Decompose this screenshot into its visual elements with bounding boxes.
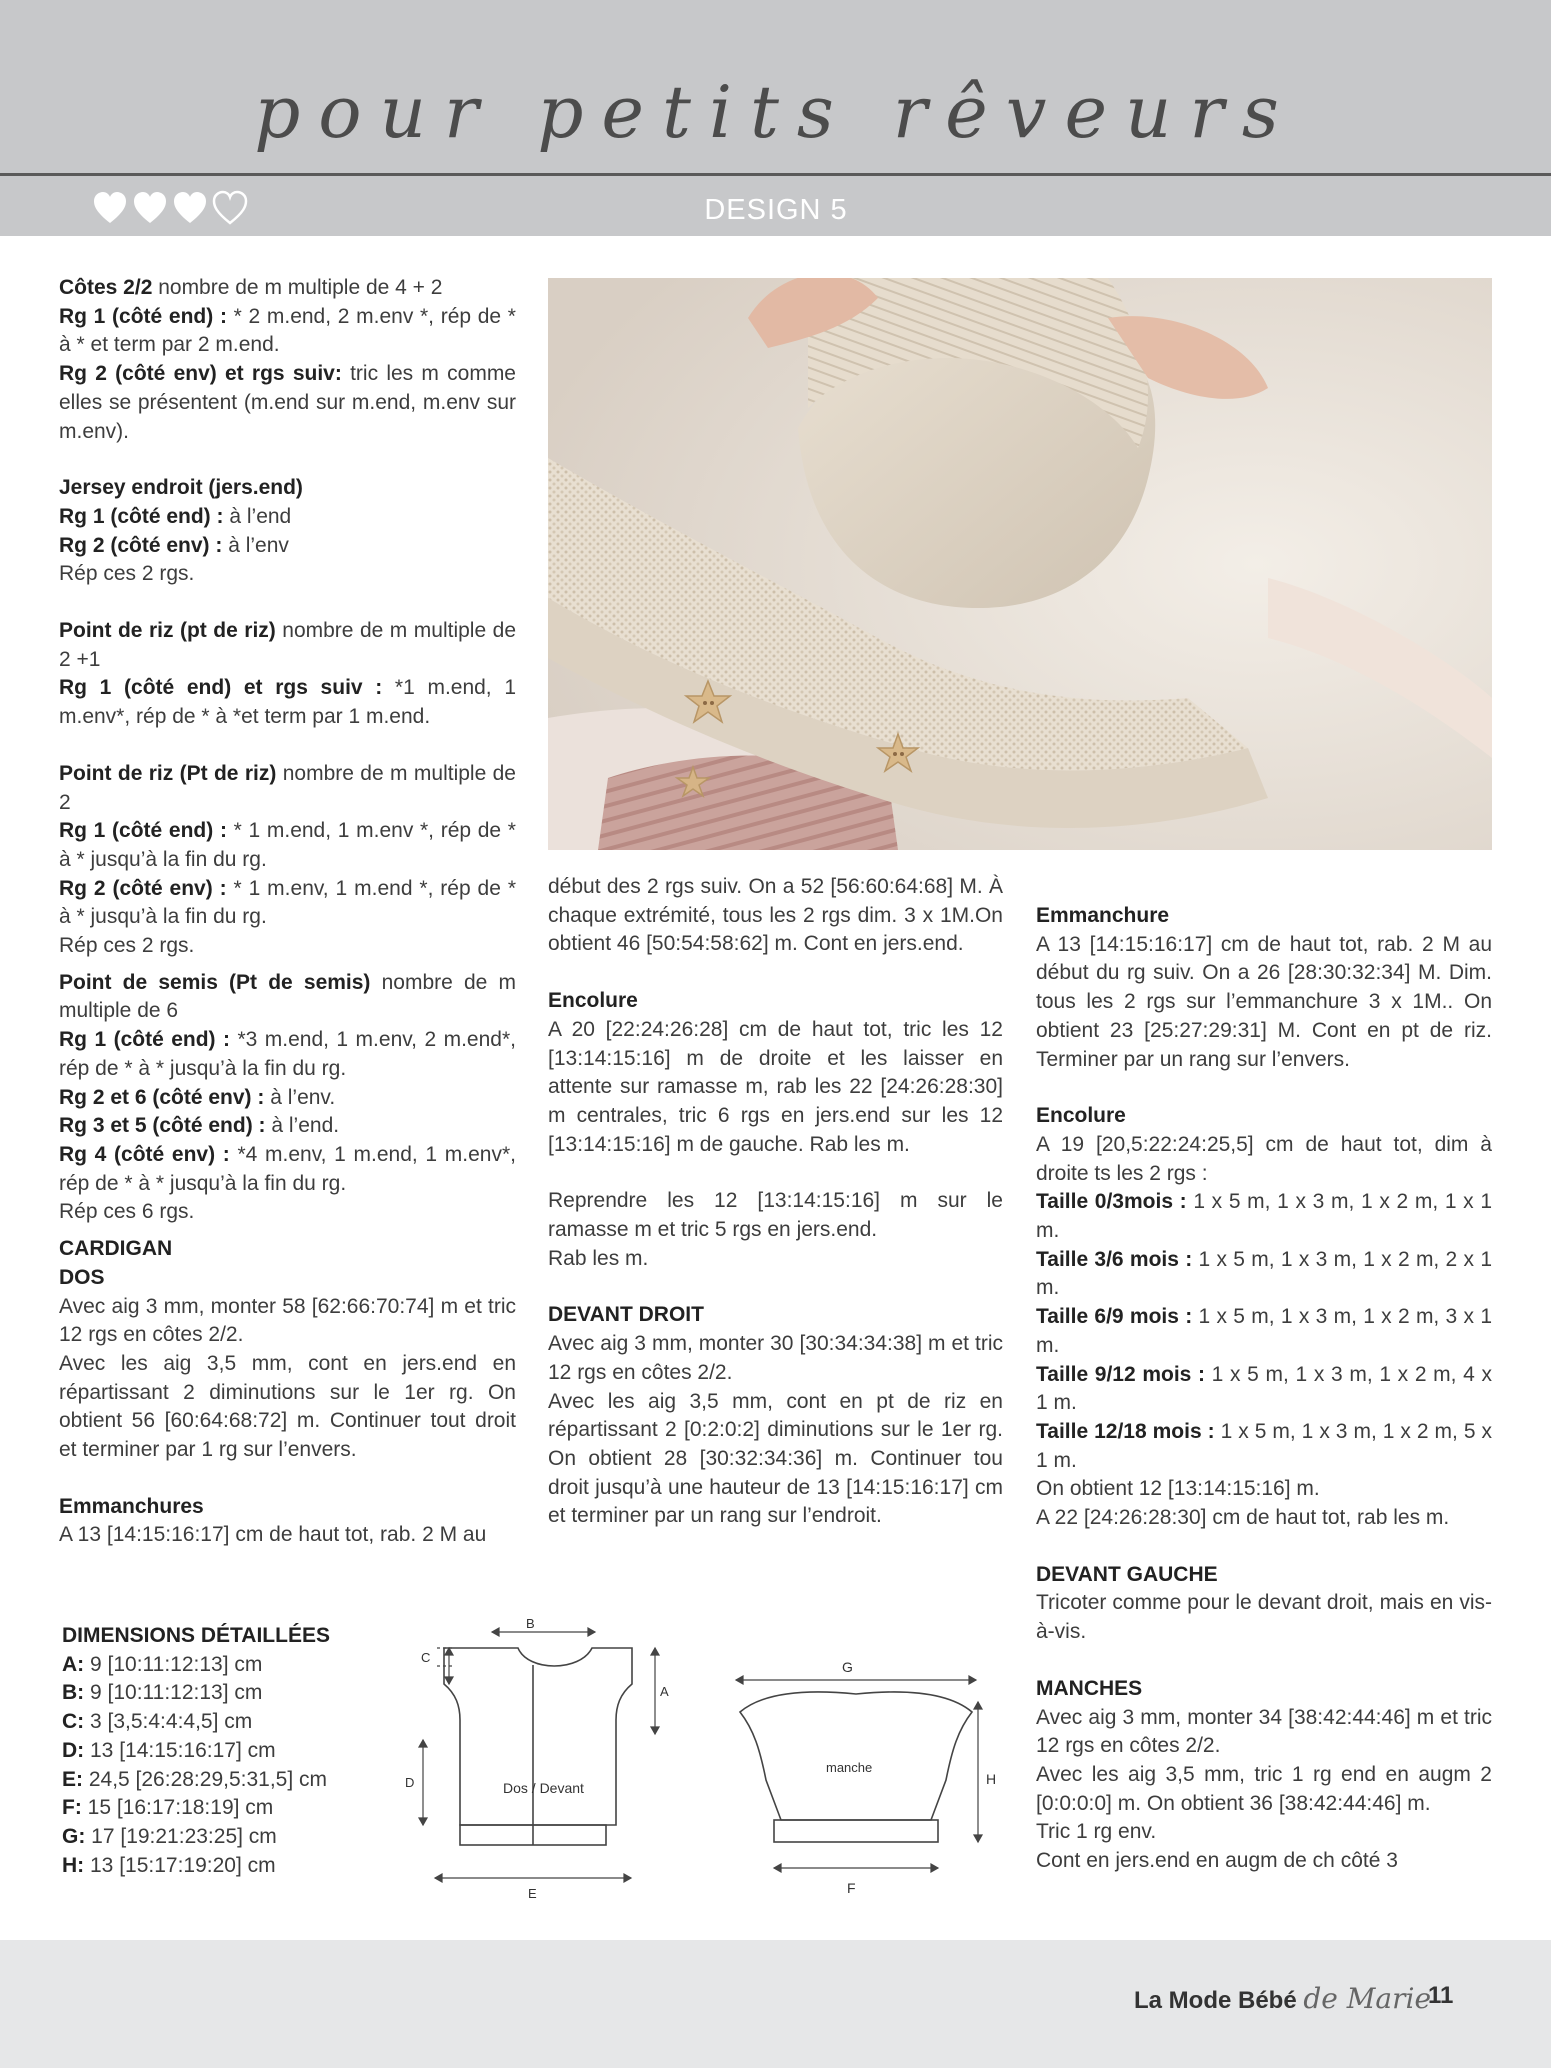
instruction-line [1036, 1847, 1492, 1876]
hearts-icon [92, 190, 262, 226]
instruction-text: Tricoter comme pour le devant droit, mais en vis-à-vis. [1036, 1591, 1492, 1644]
instruction-label: Rg 2 (côté env) : [59, 533, 223, 557]
dimensions-title: DIMENSIONS DÉTAILLÉES [62, 1624, 330, 1647]
brand-script: de Marie [1303, 1982, 1432, 2015]
instruction-label: Rg 1 (côté end) : [59, 504, 224, 528]
dimension-row [62, 1823, 330, 1852]
instruction-label: Taille 3/6 mois : [1036, 1247, 1193, 1271]
instruction-text: *4 m.env, 1 m.end, 1 m.env*, rép de * à * jusqu’à la fin du rg. [59, 1142, 516, 1195]
instruction-label: Rg 4 (côté env) : [59, 1142, 230, 1166]
instruction-text: nombre de m multiple de 2 [59, 761, 516, 814]
brand-name: La Mode Bébé [1134, 1987, 1304, 2014]
instruction-line [59, 1141, 516, 1198]
dimension-key: B: [62, 1681, 85, 1705]
dimension-value: 15 [16:17:18:19] cm [81, 1796, 274, 1820]
instruction-text: à l’end [223, 504, 292, 528]
instruction-label: Point de semis (Pt de semis) [59, 970, 371, 994]
dimension-row [62, 1651, 330, 1680]
instruction-text: * 1 m.env, 1 m.end *, rép de * à * jusqu’à la fin du rg. [59, 876, 516, 929]
instruction-text: Rép ces 6 rgs. [59, 1200, 195, 1224]
body-schematic [395, 1610, 685, 1905]
dimension-key: C: [62, 1710, 85, 1734]
instruction-line [1036, 931, 1492, 1075]
instruction-label: Rg 1 (côté end) : [59, 304, 227, 328]
paragraph-gap [548, 1159, 1003, 1187]
instruction-line [59, 1350, 516, 1465]
knit-photo-illustration [548, 278, 1492, 850]
column-middle [548, 873, 1003, 1531]
paragraph-gap [59, 1227, 516, 1235]
instruction-text: nombre de m multiple de 2 +1 [59, 619, 517, 671]
dimension-value: 13 [14:15:16:17] cm [84, 1738, 276, 1762]
instruction-line [59, 474, 516, 503]
section-heading: DOS [59, 1265, 105, 1289]
instruction-text: Reprendre les 12 [13:14:15:16] m sur le ramasse m et tric 5 rgs en jers.end. [548, 1189, 1003, 1242]
instruction-line [59, 1112, 516, 1141]
instruction-line [59, 932, 516, 961]
instruction-line [1036, 1188, 1492, 1245]
section-heading: Emmanchure [1036, 904, 1170, 927]
instruction-text: Rép ces 2 rgs. [59, 934, 195, 958]
instruction-text: A 20 [22:24:26:28] cm de haut tot, tric les 12 [13:14:15:16] m de droite et les laisser en attente sur ramasse m, rab les 22 [24:26:28:30] m centrales, tric 6 rgs en jers.end sur les 12 [13:14:15:16] m de gauche. Rab les m. [548, 1017, 1003, 1156]
column-left [59, 274, 516, 1550]
instruction-label: Rg 2 (côté env) et rgs suiv: [59, 362, 342, 386]
instruction-line [59, 760, 516, 817]
instruction-line [1036, 1361, 1492, 1418]
dimension-value: 9 [10:11:12:13] cm [84, 1681, 263, 1705]
instruction-text: A 13 [14:15:16:17] cm de haut tot, rab. 2 M au [59, 1523, 487, 1547]
section-heading: MANCHES [1036, 1676, 1143, 1700]
instruction-text: début des 2 rgs suiv. On a 52 [56:60:64:68] M. À chaque extrémité, tous les 2 rgs dim. 3 x 1M.On obtient 46 [50:54:58:62] m. Cont en jers.end. [548, 875, 1003, 956]
dimension-key: E: [62, 1767, 83, 1791]
instruction-label: Point de riz (Pt de riz) [59, 761, 277, 785]
instruction-line [59, 532, 516, 561]
instruction-label: Jersey endroit (jers.end) [59, 476, 303, 500]
instruction-text: *1 m.end, 1 m.env*, rép de * à *et term par 1 m.end. [59, 676, 516, 729]
page-title: pour petits rêveurs [254, 70, 1297, 154]
instruction-label: Taille 6/9 mois : [1036, 1305, 1193, 1329]
instruction-text: Tric 1 rg env. [1036, 1820, 1157, 1844]
dimension-row [62, 1737, 330, 1766]
design-band [0, 176, 1551, 236]
instruction-text: nombre de m multiple de 4 + 2 [152, 276, 443, 299]
label-d: D [405, 1775, 415, 1790]
instruction-line [1036, 1131, 1492, 1188]
instruction-text: à l’end. [265, 1114, 340, 1138]
dimension-value: 9 [10:11:12:13] cm [84, 1652, 263, 1676]
dimension-row [62, 1794, 330, 1823]
instruction-line [1036, 1818, 1492, 1847]
dimension-key: D: [62, 1738, 85, 1762]
instruction-label: Rg 2 (côté env) : [59, 876, 227, 900]
instruction-text: tric les m comme elles se présentent (m.end sur m.end, m.env sur m.env). [59, 362, 516, 443]
instruction-text: On obtient 12 [13:14:15:16] m. [1036, 1477, 1320, 1501]
instruction-line [1036, 1589, 1492, 1646]
instruction-text: Rab les m. [548, 1246, 649, 1270]
instruction-text: à l’env [222, 533, 289, 557]
page-header [0, 0, 1551, 175]
instruction-line [548, 1388, 1003, 1532]
instruction-label: Rg 1 (côté end) et rgs suiv : [59, 676, 383, 700]
instruction-text: à l’env. [264, 1085, 336, 1109]
instruction-line [548, 1016, 1003, 1160]
section-heading: Encolure [548, 989, 638, 1013]
instruction-text: Avec aig 3 mm, monter 58 [62:66:70:74] m et tric 12 rgs en côtes 2/2. [59, 1294, 516, 1347]
label-b: B [526, 1616, 535, 1631]
instruction-text: Avec aig 3 mm, monter 30 [30:34:34:38] m et tric 12 rgs en côtes 2/2. [548, 1332, 1003, 1384]
instruction-line [59, 360, 516, 446]
dimensions-list [62, 1622, 330, 1880]
instruction-text: *3 m.end, 1 m.env, 2 m.end*, rép de * à * jusqu’à la fin du rg. [59, 1028, 516, 1080]
label-f: F [847, 1880, 856, 1896]
design-label: DESIGN 5 [704, 194, 848, 226]
dimension-value: 24,5 [26:28:29,5:31,5] cm [83, 1767, 328, 1791]
instruction-label: Rg 1 (côté end) : [59, 1028, 230, 1052]
dimension-key: H: [62, 1853, 85, 1877]
instruction-label: Rg 1 (côté end) : [59, 819, 227, 843]
instruction-label: Taille 9/12 mois : [1036, 1362, 1205, 1386]
instruction-line [59, 1084, 516, 1113]
instruction-line [59, 560, 516, 589]
dimension-key: A: [62, 1652, 85, 1676]
label-e: E [528, 1886, 537, 1901]
paragraph-gap [59, 446, 516, 474]
instruction-text: Avec les aig 3,5 mm, cont en jers.end en répartissant 2 diminutions sur le 1er rg. On obtient 56 [60:64:68:72] m. Continuer tout droit et terminer par 1 rg sur l’envers. [59, 1351, 516, 1462]
instruction-line [1036, 1504, 1492, 1533]
label-g: G [842, 1659, 853, 1675]
instruction-text: 1 x 5 m, 1 x 3 m, 1 x 2 m, 1 x 1 m. [1036, 1190, 1492, 1243]
instruction-line [59, 875, 516, 932]
instruction-line [59, 303, 516, 360]
instruction-line [59, 1293, 516, 1350]
instruction-line [59, 674, 516, 731]
instruction-text: nombre de m multiple de 6 [59, 970, 516, 1023]
paragraph-gap [548, 959, 1003, 987]
label-c: C [421, 1650, 431, 1665]
column-right [1036, 902, 1492, 1876]
instruction-line [59, 817, 516, 874]
cardigan-photo [548, 278, 1492, 850]
instruction-line [548, 1330, 1003, 1387]
instruction-text: 1 x 5 m, 1 x 3 m, 1 x 2 m, 2 x 1 m. [1036, 1247, 1493, 1300]
instruction-line [59, 969, 516, 1026]
instruction-text: * 1 m.end, 1 m.env *, rép de * à * jusqu’à la fin du rg. [59, 819, 516, 871]
instruction-text: 1 x 5 m, 1 x 3 m, 1 x 2 m, 3 x 1 m. [1036, 1305, 1493, 1357]
label-h: H [986, 1771, 997, 1787]
instruction-text: Avec aig 3 mm, monter 34 [38:42:44:46] m et tric 12 rgs en côtes 2/2. [1036, 1705, 1492, 1758]
instruction-text: Avec les aig 3,5 mm, tric 1 rg end en augm 2 [0:0:0:0] m. On obtient 36 [38:42:44:46] m. [1036, 1762, 1492, 1815]
dimension-key: G: [62, 1824, 86, 1848]
instruction-line [548, 873, 1003, 959]
page-number: 11 [1428, 1982, 1454, 2009]
dimension-row [62, 1679, 330, 1708]
label-a: A [660, 1684, 669, 1699]
instruction-line [59, 503, 516, 532]
paragraph-gap [59, 961, 516, 969]
dimension-row [62, 1766, 330, 1795]
instruction-line [1036, 1475, 1492, 1504]
instruction-line [59, 1198, 516, 1227]
instruction-line [1036, 1246, 1492, 1303]
instruction-line [1036, 1418, 1492, 1475]
instruction-line [59, 1521, 516, 1550]
instruction-text: A 22 [24:26:28:30] cm de haut tot, rab les m. [1036, 1506, 1450, 1530]
section-heading: DEVANT DROIT [548, 1303, 704, 1327]
dimension-key: F: [62, 1796, 82, 1820]
paragraph-gap [1036, 1647, 1492, 1675]
instruction-line [1036, 1303, 1492, 1360]
dimension-row [62, 1708, 330, 1737]
instruction-line [59, 617, 516, 674]
instruction-label: Rg 3 et 5 (côté end) : [59, 1114, 266, 1138]
instruction-label: Rg 2 et 6 (côté env) : [59, 1085, 265, 1109]
instruction-line [59, 1026, 516, 1083]
instruction-label: Côtes 2/2 [59, 276, 153, 299]
instruction-line [1036, 1761, 1492, 1818]
paragraph-gap [59, 732, 516, 760]
section-heading: DEVANT GAUCHE [1036, 1562, 1218, 1586]
instruction-line [1036, 1704, 1492, 1761]
sleeve-schematic [726, 1650, 1006, 1900]
instruction-label: Taille 12/18 mois : [1036, 1419, 1215, 1443]
instruction-line [59, 274, 516, 303]
section-heading: Emmanchures [59, 1494, 204, 1518]
paragraph-gap [59, 589, 516, 617]
instruction-label: Taille 0/3mois : [1036, 1190, 1187, 1214]
dimension-value: 13 [15:17:19:20] cm [84, 1853, 276, 1877]
instruction-text: Rép ces 2 rgs. [59, 562, 195, 586]
instruction-text: Cont en jers.end en augm de ch côté 3 [1036, 1849, 1398, 1873]
instruction-line [548, 1187, 1003, 1244]
paragraph-gap [1036, 1074, 1492, 1102]
dimension-row [62, 1852, 330, 1881]
body-label: Dos / Devant [503, 1780, 584, 1796]
instruction-text: A 13 [14:15:16:17] cm de haut tot, rab. 2 M au début du rg suiv. On a 26 [28:30:32:34] M. Dim. tous les 2 rgs sur l’emmanchure 3 x 1M.. On obtient 23 [25:27:29:31] M. Cont en pt de riz. Terminer par un rang sur l’envers. [1036, 932, 1492, 1071]
instruction-text: * 2 m.end, 2 m.env *, rép de * à * et term par 2 m.end. [59, 304, 516, 357]
instruction-text: A 19 [20,5:22:24:25,5] cm de haut tot, dim à droite ts les 2 rgs : [1036, 1132, 1492, 1185]
instruction-label: Point de riz (pt de riz) [59, 619, 276, 643]
section-heading: CARDIGAN [59, 1237, 173, 1261]
instruction-text: 1 x 5 m, 1 x 3 m, 1 x 2 m, 5 x 1 m. [1036, 1419, 1493, 1472]
paragraph-gap [59, 1465, 516, 1493]
sleeve-label: manche [826, 1760, 873, 1775]
instruction-text: Avec les aig 3,5 mm, cont en pt de riz en répartissant 2 [0:2:0:2] diminutions sur le 1er rg. On obtient 28 [30:32:34:36] m. Continuer tou droit jusqu’à une hauteur de 13 [14:15:16:17] cm et terminer par un rang sur l’endroit. [548, 1389, 1003, 1528]
dimension-value: 3 [3,5:4:4:4,5] cm [84, 1710, 253, 1734]
footer-brand [1134, 1982, 1431, 2015]
paragraph-gap [1036, 1533, 1492, 1561]
dimension-value: 17 [19:21:23:25] cm [85, 1824, 277, 1848]
page-footer [0, 1940, 1551, 2068]
paragraph-gap [548, 1273, 1003, 1301]
instruction-text: 1 x 5 m, 1 x 3 m, 1 x 2 m, 4 x 1 m. [1036, 1362, 1493, 1415]
instruction-line [548, 1245, 1003, 1274]
section-heading: Encolure [1036, 1104, 1126, 1128]
